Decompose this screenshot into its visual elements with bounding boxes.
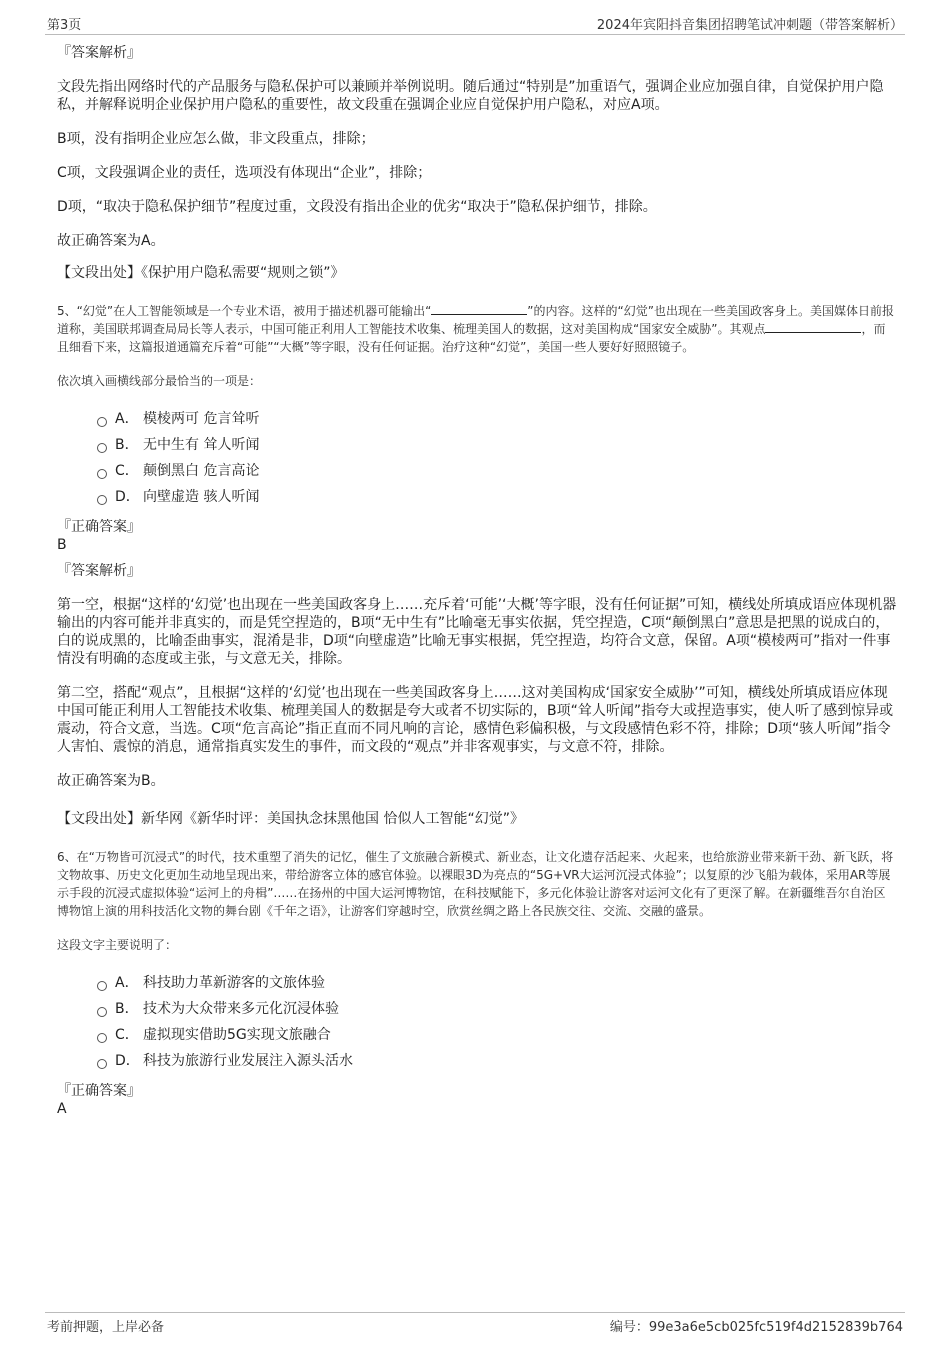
page-footer xyxy=(45,1312,905,1335)
q5-answer-label: 『正确答案』 xyxy=(57,519,141,535)
q5-option-b[interactable]: B． 无中生有 耸人听闻 xyxy=(97,432,897,458)
q6-answer-label: 『正确答案』 xyxy=(57,1083,141,1099)
q4-conclusion: 故正确答案为A。 xyxy=(57,233,165,249)
q5-prompt: 依次填入画横线部分最恰当的一项是： xyxy=(57,374,262,388)
q5-answer: B xyxy=(57,537,67,553)
q6-option-c[interactable]: C． 虚拟现实借助5G实现文旅融合 xyxy=(97,1022,897,1048)
q6-options xyxy=(97,970,897,1074)
q6-answer: A xyxy=(57,1101,67,1117)
q5-analysis-paragraph-1: 第一空，根据“这样的‘幻觉’也出现在一些美国政客身上……充斥着‘可能’‘大概’等字眼，没有任何证据”可知，横线处所填成语应体现机器输出的内容可能并非真实的，而是凭空捏造的，B项“无中生有”比喻毫无事实依据，凭空捏造，C项“颠倒黑白”意思是把黑的说成白的，白的说成黑的，比喻歪曲事实，混淆是非，D项“向壁虚造”比喻无事实根据，凭空捏造，均符合文意，保留。A项“模棱两可”指对一件事情没有明确的态度或主张，与文意无关，排除。 xyxy=(57,597,897,667)
radio-icon[interactable] xyxy=(97,495,107,505)
radio-icon[interactable] xyxy=(97,1059,107,1069)
q5-option-a[interactable]: A． 模棱两可 危言耸听 xyxy=(97,406,897,432)
q4-analysis-label: 『答案解析』 xyxy=(57,45,141,61)
document-id: 编号：99e3a6e5cb025fc519f4d2152839b764 xyxy=(609,1320,903,1335)
radio-icon[interactable] xyxy=(97,981,107,991)
q5-conclusion: 故正确答案为B。 xyxy=(57,773,165,789)
radio-icon[interactable] xyxy=(97,1033,107,1043)
q6-prompt: 这段文字主要说明了： xyxy=(57,938,178,952)
q4-analysis-option-c: C项，文段强调企业的责任，选项没有体现出“企业”，排除； xyxy=(57,165,432,181)
q5-question-text: 5、“幻觉”在人工智能领域是一个专业术语，被用于描述机器可能输出“ ”的内容。这样的“幻觉”也出现在一些美国政客身上。美国媒体日前报道称，美国联邦调查局局长等人表示，中国可能正利用人工智能技术收集、梳理美国人的数据，这对美国构成“国家安全威胁”。其观点 ，而且细看下来，这篇报道通篇充斥着“可能”“大概”等字眼，没有任何证据。治疗这种“幻觉”，美国一些人要好好照照镜子。 xyxy=(57,304,894,354)
q4-analysis-option-d: D项，“取决于隐私保护细节”程度过重，文段没有指出企业的优劣“取决于”隐私保护细节，排除。 xyxy=(57,199,657,215)
q5-blank-2 xyxy=(765,320,861,333)
q4-source: 【文段出处】《保护用户隐私需要“规则之锁”》 xyxy=(57,265,345,281)
page-content xyxy=(57,44,897,1118)
q6-option-d[interactable]: D． 科技为旅游行业发展注入源头活水 xyxy=(97,1048,897,1074)
q6-question-text: 6、在“万物皆可沉浸式”的时代，技术重塑了消失的记忆，催生了文旅融合新模式、新业态，让文化遗存活起来、火起来，也给旅游业带来新干劲、新飞跃，将文物故事、历史文化更加生动地呈现出来，带给游客立体的感官体验。以裸眼3D为亮点的“5G+VR大运河沉浸式体验”；以复原的沙飞船为载体，采用AR等展示手段的沉浸式虚拟体验“运河上的舟楫”……在扬州的中国大运河博物馆，在科技赋能下，多元化体验让游客对运河文化有了更深了解。在新疆维吾尔自治区博物馆上演的用科技活化文物的舞台剧《千年之语》，让游客们穿越时空，欣赏丝绸之路上各民族交往、交流、交融的盛景。 xyxy=(57,850,894,918)
q5-option-d[interactable]: D． 向壁虚造 骇人听闻 xyxy=(97,484,897,510)
radio-icon[interactable] xyxy=(97,417,107,427)
page-number: 第3页 xyxy=(47,18,82,33)
document-title: 2024年宾阳抖音集团招聘笔试冲刺题（带答案解析） xyxy=(596,18,903,33)
q5-analysis-paragraph-2: 第二空，搭配“观点”，且根据“这样的‘幻觉’也出现在一些美国政客身上……这对美国构成‘国家安全威胁’”可知，横线处所填成语应体现中国可能正利用人工智能技术收集、梳理美国人的数据是夸大或者不切实际的，B项“耸人听闻”指夸大或捏造事实，使人听了感到惊异或震动，符合文意，当选。C项“危言高论”指正直而不同凡响的言论，感情色彩偏积极，与文段感情色彩不符，排除；D项“骇人听闻”指令人害怕、震惊的消息，通常指真实发生的事件，而文段的“观点”并非客观事实，与文意不符，排除。 xyxy=(57,685,894,755)
page-header xyxy=(45,12,905,35)
q6-option-a[interactable]: A． 科技助力革新游客的文旅体验 xyxy=(97,970,897,996)
footer-slogan: 考前押题，上岸必备 xyxy=(47,1320,165,1335)
q4-analysis-paragraph: 文段先指出网络时代的产品服务与隐私保护可以兼顾并举例说明。随后通过“特别是”加重语气，强调企业应加强自律，自觉保护用户隐私，并解释说明企业保护用户隐私的重要性，故文段重在强调企业应自觉保护用户隐私，对应A项。 xyxy=(57,79,884,113)
radio-icon[interactable] xyxy=(97,1007,107,1017)
q6-option-b[interactable]: B． 技术为大众带来多元化沉浸体验 xyxy=(97,996,897,1022)
q5-analysis-label: 『答案解析』 xyxy=(57,563,141,579)
radio-icon[interactable] xyxy=(97,469,107,479)
radio-icon[interactable] xyxy=(97,443,107,453)
q5-blank-1 xyxy=(431,302,527,315)
q5-source: 【文段出处】新华网《新华时评：美国执念抹黑他国 恰似人工智能“幻觉”》 xyxy=(57,811,524,827)
q5-options xyxy=(97,406,897,510)
q5-option-c[interactable]: C． 颠倒黑白 危言高论 xyxy=(97,458,897,484)
q4-analysis-option-b: B项，没有指明企业应怎么做，非文段重点，排除； xyxy=(57,131,375,147)
